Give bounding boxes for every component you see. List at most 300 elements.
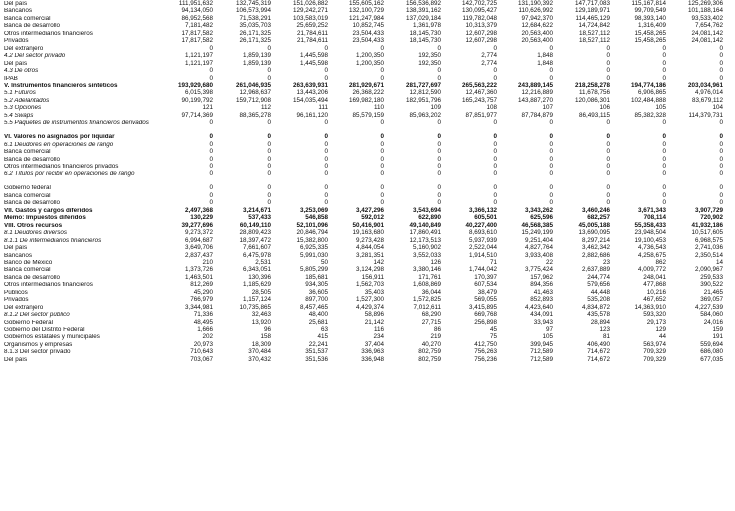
cell-value: 563,974 [643,340,666,348]
cell-value: 12,607,298 [465,29,497,37]
cell-value: 0 [209,184,213,192]
cell-value: 10,313,379 [465,22,497,30]
row-label: 5.4 Swaps [4,112,34,119]
cell-value: 0 [606,52,610,60]
row-label: Memo: Impuestos diferidos [4,215,86,222]
cell-value: 1,848 [537,59,553,67]
cell-value: 1,572,825 [412,296,441,304]
cell-value: 40,270 [421,340,441,348]
cell-value: 1,914,510 [468,251,497,259]
cell-value: 0 [662,148,666,156]
cell-value: 3,462,342 [581,244,610,252]
cell-value: 19,100,453 [634,236,666,244]
cell-value: 336,963 [361,348,384,356]
cell-value: 0 [380,44,384,52]
row-label: Banca comercial [4,15,51,22]
cell-value: 894,356 [530,281,553,289]
cell-value: 114,379,731 [688,111,723,119]
cell-value: 8,297,214 [581,236,610,244]
row-label: Organismos y empresas [4,341,73,348]
cell-value: 1,445,598 [299,59,328,67]
cell-value: 0 [549,191,553,199]
cell-value: 156,536,892 [405,0,441,7]
cell-value: 0 [209,163,213,170]
cell-value: 46,568,385 [521,221,553,229]
table-row [0,185,735,192]
cell-value: 0 [493,155,497,163]
cell-value: 399,945 [530,340,553,348]
cell-value: 125,269,306 [687,0,723,7]
cell-value: 23,504,433 [352,29,384,37]
cell-value: 0 [549,74,553,82]
row-label: 8.1.2 Del sector público [4,312,70,319]
cell-value: 3,281,351 [355,251,384,259]
cell-value: 370,432 [248,355,271,363]
cell-value: 86 [433,326,441,333]
cell-value: 8,693,610 [468,229,497,237]
cell-value: 0 [437,191,441,199]
table-row [0,134,735,141]
cell-value: 0 [209,170,213,178]
cell-value: 121 [202,104,213,112]
row-label: Del país [4,245,28,252]
cell-value: 71 [489,258,497,266]
cell-value: 0 [549,67,553,75]
cell-value: 11,678,756 [578,89,610,97]
cell-value: 3,344,981 [184,303,213,311]
cell-value: 0 [267,67,271,75]
cell-value: 0 [324,119,328,127]
cell-value: 132,745,319 [235,0,271,7]
cell-value: 6,968,575 [694,236,723,244]
cell-value: 45,005,188 [578,221,610,229]
row-label: Banca de desarrollo [4,200,61,207]
cell-value: 20,563,400 [521,37,553,45]
cell-value: 0 [267,170,271,178]
table-row [0,38,735,45]
cell-value: 4,258,675 [637,251,666,259]
row-label: Bancarios [4,8,33,15]
cell-value: 0 [267,184,271,192]
cell-value: 58,896 [364,311,384,319]
cell-value: 6,906,865 [637,89,666,97]
cell-value: 120,086,301 [574,96,610,104]
cell-value: 39,277,696 [181,221,213,229]
cell-value: 1,200,350 [355,52,384,60]
cell-value: 3,649,706 [184,244,213,252]
cell-value: 23,948,504 [634,229,666,237]
row-label: Privados [4,297,29,304]
cell-value: 0 [267,119,271,127]
cell-value: 3,415,895 [468,303,497,311]
cell-value: 158 [260,333,271,341]
cell-value: 607,534 [474,281,497,289]
cell-value: 97,714,369 [181,111,213,119]
cell-value: 3,214,671 [242,206,271,214]
cell-value: 5,805,299 [299,266,328,274]
cell-value: 24,016 [703,318,723,326]
row-label: VIII. Otros recursos [4,222,63,229]
cell-value: 592,012 [361,214,384,222]
cell-value: 0 [380,133,384,141]
cell-value: 0 [437,67,441,75]
cell-value: 33,943 [533,318,553,326]
cell-value: 0 [662,199,666,207]
cell-value: 26,171,325 [239,29,271,37]
cell-value: 170,397 [474,273,497,281]
cell-value: 4,227,539 [694,303,723,311]
cell-value: 18,397,472 [239,236,271,244]
cell-value: 351,536 [305,355,328,363]
cell-value: 1,200,350 [355,59,384,67]
cell-value: 21,465 [703,288,723,296]
cell-value: 0 [437,133,441,141]
cell-value: 0 [437,163,441,170]
cell-value: 0 [324,67,328,75]
cell-value: 0 [324,191,328,199]
row-label: 6.2 Títulos por recibir en operaciones de rango [4,171,135,178]
cell-value: 756,236 [474,355,497,363]
cell-value: 0 [437,119,441,127]
cell-value: 12,216,889 [521,89,553,97]
cell-value: 155,605,162 [348,0,384,7]
cell-value: 4,009,772 [637,266,666,274]
table-row [0,113,735,120]
cell-value: 130,095,427 [461,7,497,15]
row-label: Del país [4,60,28,67]
cell-value: 0 [437,140,441,148]
cell-value: 114,465,129 [575,14,610,22]
cell-value: 669,768 [474,311,497,319]
cell-value: 0 [209,67,213,75]
cell-value: 26,368,222 [352,89,384,97]
cell-value: 0 [324,199,328,207]
cell-value: 1,744,042 [468,266,497,274]
cell-value: 3,380,146 [412,266,441,274]
cell-value: 60,149,110 [239,221,271,229]
cell-value: 192,350 [418,52,441,60]
cell-value: 0 [437,44,441,52]
cell-value: 537,433 [248,214,271,222]
cell-value: 4,834,872 [581,303,610,311]
cell-value: 6,475,978 [242,251,271,259]
cell-value: 7,181,482 [184,22,213,30]
cell-value: 0 [606,199,610,207]
cell-value: 24,081,142 [691,29,723,37]
cell-value: 218,258,278 [574,81,610,89]
cell-value: 8,457,465 [299,303,328,311]
cell-value: 3,343,262 [524,206,553,214]
cell-value: 4,976,014 [694,89,723,97]
cell-value: 159,712,908 [235,96,271,104]
cell-value: 0 [662,170,666,178]
cell-value: 68,290 [421,311,441,319]
cell-value: 17,817,582 [181,37,213,45]
cell-value: 569,055 [474,296,497,304]
cell-value: 194,774,186 [630,81,666,89]
cell-value: 115,167,814 [631,0,666,7]
cell-value: 123 [599,326,610,333]
cell-value: 98,393,140 [634,14,666,22]
cell-value: 23 [602,258,610,266]
cell-value: 0 [662,133,666,141]
cell-value: 0 [719,191,723,199]
cell-value: 10,517,605 [691,229,723,237]
cell-value: 35,403 [364,288,384,296]
cell-value: 85,579,159 [352,111,384,119]
cell-value: 0 [606,133,610,141]
cell-value: 48,400 [308,311,328,319]
cell-value: 12,467,360 [465,89,497,97]
cell-value: 0 [493,148,497,156]
cell-value: 2,882,686 [581,251,610,259]
cell-value: 12,607,298 [465,37,497,45]
cell-value: 0 [662,184,666,192]
cell-value: 0 [493,133,497,141]
cell-value: 9,251,404 [524,236,553,244]
cell-value: 36,605 [308,288,328,296]
cell-value: 802,759 [418,355,441,363]
cell-value: 0 [209,199,213,207]
cell-value: 87,784,879 [521,111,553,119]
row-label: Banca de desarrollo [4,156,61,163]
row-label: Banca comercial [4,192,51,199]
cell-value: 1,121,197 [184,59,213,67]
cell-value: 0 [324,140,328,148]
row-label: 5.1 Futuros [4,90,36,97]
cell-value: 15,458,265 [634,37,666,45]
cell-value: 21,784,611 [296,37,328,45]
cell-value: 1,859,139 [242,59,271,67]
cell-value: 1,562,703 [355,281,384,289]
cell-value: 2,350,514 [694,251,723,259]
cell-value: 559,694 [700,340,723,348]
cell-value: 0 [267,44,271,52]
cell-value: 0 [662,67,666,75]
cell-value: 256,898 [474,318,497,326]
cell-value: 94,134,050 [181,7,213,15]
cell-value: 203,034,961 [687,81,723,89]
cell-value: 2,497,368 [184,206,213,214]
cell-value: 1,157,124 [242,296,271,304]
cell-value: 0 [493,119,497,127]
cell-value: 243,889,145 [517,81,553,89]
cell-value: 18,527,112 [578,37,610,45]
cell-value: 219 [430,333,441,341]
cell-value: 593,320 [643,311,666,319]
cell-value: 709,329 [643,355,666,363]
cell-value: 21,784,611 [296,29,328,37]
table-row [0,142,735,149]
row-label: Banca comercial [4,149,51,156]
cell-value: 0 [493,44,497,52]
cell-value: 0 [209,44,213,52]
cell-value: 622,890 [418,214,441,222]
cell-value: 52,101,096 [296,221,328,229]
cell-value: 50 [320,258,328,266]
cell-value: 210 [202,258,213,266]
cell-value: 159 [712,326,723,333]
row-label: Banca de desarrollo [4,274,61,281]
cell-value: 0 [209,148,213,156]
row-label: Otros intermediarios financieros [4,282,93,289]
cell-value: 130,229 [190,214,213,222]
cell-value: 12,812,590 [409,89,441,97]
cell-value: 712,589 [530,355,553,363]
row-label: 5.5 Paquetes de instrumentos financieros derivados [4,120,149,127]
cell-value: 0 [549,148,553,156]
cell-value: 0 [437,199,441,207]
cell-value: 0 [380,191,384,199]
cell-value: 15,458,265 [634,29,666,37]
cell-value: 234 [373,333,384,341]
cell-value: 10,852,745 [352,22,384,30]
row-label: Del país [4,1,28,7]
cell-value: 3,671,343 [637,206,666,214]
cell-value: 9,273,372 [184,229,213,237]
cell-value: 169,982,180 [348,96,384,104]
cell-value: 0 [209,191,213,199]
cell-value: 97,942,370 [521,14,553,22]
cell-value: 0 [606,140,610,148]
cell-value: 110 [373,104,384,112]
cell-value: 0 [719,140,723,148]
cell-value: 351,537 [305,348,328,356]
row-label: 8.1.1 De intermediarios financieros [4,237,102,244]
cell-value: 101,188,164 [687,7,723,15]
cell-value: 6,925,335 [299,244,328,252]
cell-value: 2,090,967 [694,266,723,274]
cell-value: 193,929,680 [177,81,213,89]
row-label: IPAB [4,75,18,82]
row-label: 8.1 Deudores diversos [4,230,68,237]
cell-value: 1,463,501 [184,273,213,281]
cell-value: 0 [549,199,553,207]
cell-value: 151,026,882 [292,0,328,7]
cell-value: 1,608,869 [412,281,441,289]
cell-value: 0 [606,155,610,163]
cell-value: 686,080 [700,348,723,356]
cell-value: 105 [542,333,553,341]
cell-value: 934,305 [305,281,328,289]
cell-value: 182,951,796 [405,96,441,104]
cell-value: 96,161,120 [296,111,328,119]
cell-value: 44,448 [590,288,610,296]
table-row [0,61,735,68]
cell-value: 3,552,033 [412,251,441,259]
table-row [0,98,735,105]
cell-value: 1,316,409 [637,22,666,30]
cell-value: 14 [715,258,723,266]
cell-value: 7,012,611 [413,303,441,311]
cell-value: 37,404 [364,340,384,348]
cell-value: 0 [606,44,610,52]
cell-value: 390,522 [700,281,723,289]
cell-value: 63 [320,326,328,333]
cell-value: 156,911 [361,273,384,281]
cell-value: 27,715 [421,318,441,326]
cell-value: 0 [719,148,723,156]
cell-value: 129 [655,326,666,333]
cell-value: 0 [267,191,271,199]
cell-value: 0 [324,184,328,192]
cell-value: 4,827,764 [524,244,553,252]
row-label: Gobierno del Distrito Federal [4,327,85,333]
cell-value: 0 [549,133,553,141]
cell-value: 535,208 [587,296,610,304]
cell-value: 406,490 [587,340,610,348]
cell-value: 97 [545,326,553,333]
cell-value: 0 [549,184,553,192]
cell-value: 584,060 [700,311,723,319]
cell-value: 0 [324,155,328,163]
cell-value: 71,336 [193,311,213,319]
cell-value: 49,140,849 [409,221,441,229]
cell-value: 0 [606,148,610,156]
cell-value: 96 [263,326,271,333]
cell-value: 415 [317,333,328,341]
row-label: Gobiernos estatales y municipales [4,334,100,341]
cell-value: 12,968,637 [239,89,271,97]
row-label: Banco de México [4,259,53,266]
cell-value: 682,257 [587,214,610,222]
cell-value: 132,100,729 [348,7,384,15]
cell-value: 0 [324,44,328,52]
cell-value: 6,343,051 [242,266,271,274]
table-row [0,320,735,327]
cell-value: 19,163,680 [352,229,384,237]
cell-value: 263,639,931 [292,81,328,89]
cell-value: 142 [373,258,384,266]
row-label: 5.2 Adelantados [4,97,50,104]
row-label: Públicos [4,289,28,296]
cell-value: 13,920 [251,318,271,326]
cell-value: 44 [658,333,666,341]
table-row [0,357,735,364]
cell-value: 14,363,910 [634,303,666,311]
cell-value: 0 [719,67,723,75]
cell-value: 467,652 [643,296,666,304]
cell-value: 0 [549,170,553,178]
cell-value: 112 [260,104,271,112]
cell-value: 40,227,400 [465,221,497,229]
cell-value: 248,041 [643,273,666,281]
cell-value: 109 [430,104,441,112]
cell-value: 0 [662,155,666,163]
cell-value: 4,736,543 [637,244,666,252]
cell-value: 3,253,069 [299,206,328,214]
cell-value: 0 [549,155,553,163]
table-row [0,193,735,200]
cell-value: 12,684,622 [521,22,553,30]
cell-value: 0 [662,163,666,170]
cell-value: 2,741,036 [694,244,723,252]
cell-value: 0 [549,140,553,148]
row-label: VI. Valores no asignados por liquidar [4,134,115,141]
cell-value: 45,290 [193,288,213,296]
cell-value: 259,533 [700,273,723,281]
cell-value: 710,643 [190,348,213,356]
cell-value: 15,249,199 [521,229,553,237]
cell-value: 1,527,300 [355,296,384,304]
cell-value: 0 [662,74,666,82]
cell-value: 802,759 [418,348,441,356]
cell-value: 1,361,978 [412,22,441,30]
cell-value: 121,247,984 [348,14,384,22]
cell-value: 87,851,977 [465,111,497,119]
row-label: Del extranjero [4,304,44,311]
cell-value: 3,460,246 [581,206,610,214]
